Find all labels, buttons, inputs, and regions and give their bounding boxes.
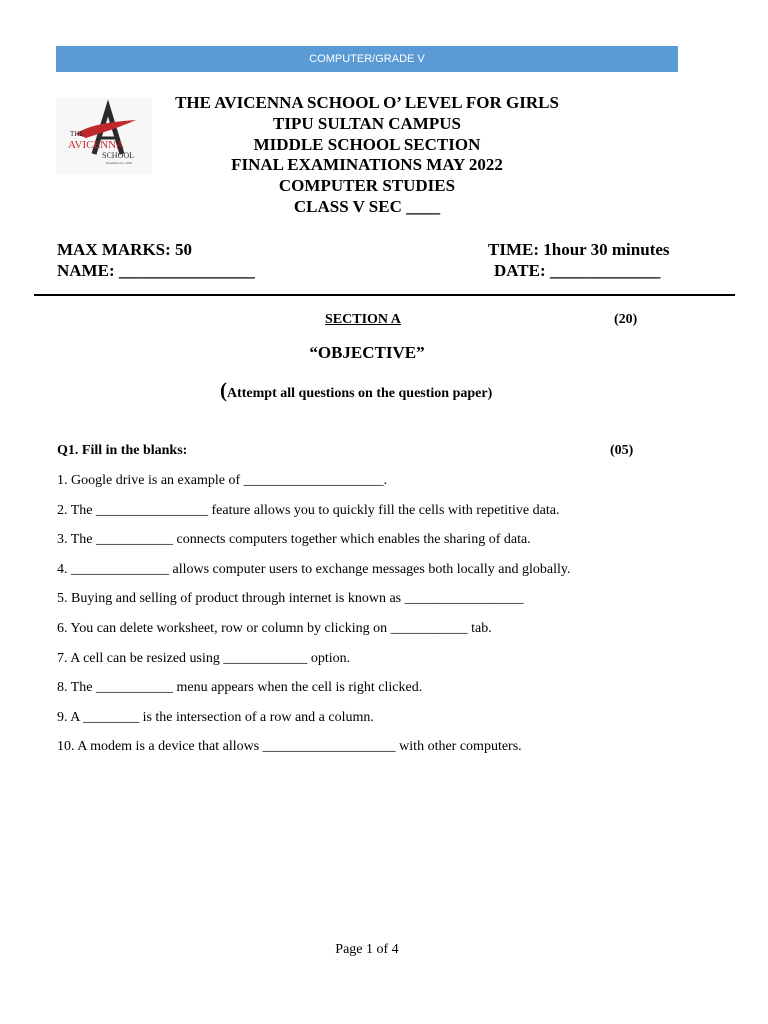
school-logo [56, 98, 152, 174]
section-title: SECTION A [325, 312, 401, 327]
subject-name: COMPUTER STUDIES [278, 176, 456, 196]
school-heading [160, 93, 574, 218]
question-list [57, 470, 571, 766]
avicenna-logo-icon [56, 98, 152, 174]
list-item: 7. A cell can be resized using ____________ option. [57, 650, 351, 666]
max-marks: MAX MARKS: 50 [57, 240, 193, 259]
exam-date-field: DATE: _____________ [494, 261, 661, 280]
section-instruction [220, 378, 492, 403]
question-marks: (05) [610, 443, 634, 458]
page-number: Page 1 of 4 [335, 942, 399, 957]
exam-time: TIME: 1hour 30 minutes [488, 240, 670, 259]
instruction-text: Attempt all questions on the question paper) [227, 386, 493, 401]
section-marks: (20) [614, 312, 638, 327]
list-item: 8. The ___________ menu appears when the cell is right clicked. [57, 680, 423, 696]
instruction-paren: ( [220, 378, 227, 402]
list-item: 3. The ___________ connects computers together which enables the sharing of data. [57, 532, 531, 548]
svg-text:Established in 1994: Established in 1994 [106, 161, 133, 165]
header-banner: COMPUTER/GRADE V [56, 46, 678, 72]
svg-text:SCHOOL: SCHOOL [102, 151, 135, 160]
list-item: 9. A ________ is the intersection of a row and a column. [57, 709, 374, 725]
campus-name: TIPU SULTAN CAMPUS [273, 113, 461, 133]
list-item: 5. Buying and selling of product through internet is known as _________________ [57, 591, 524, 607]
school-name: THE AVICENNA SCHOOL O’ LEVEL FOR GIRLS [175, 93, 559, 112]
list-item: 4. ______________ allows computer users to exchange messages both locally and globally. [57, 561, 571, 577]
list-item: 1. Google drive is an example of ____________________. [57, 473, 388, 488]
section-subtitle: “OBJECTIVE” [309, 343, 425, 362]
section-name: MIDDLE SCHOOL SECTION [253, 134, 481, 154]
list-item: 2. The ________________ feature allows you to quickly fill the cells with repetitive data. [57, 502, 560, 518]
list-item: 6. You can delete worksheet, row or column by clicking on ___________ tab. [57, 620, 492, 636]
exam-name: FINAL EXAMINATIONS MAY 2022 [231, 155, 503, 175]
divider-line [34, 294, 735, 296]
student-name-field: NAME: ________________ [57, 261, 255, 280]
svg-text:AVICENNA: AVICENNA [68, 139, 125, 151]
class-section: CLASS V SEC ____ [293, 196, 441, 216]
svg-text:THE: THE [70, 130, 84, 138]
question-title: Q1. Fill in the blanks: [57, 443, 188, 458]
list-item: 10. A modem is a device that allows ___________________ with other computers. [57, 739, 522, 755]
